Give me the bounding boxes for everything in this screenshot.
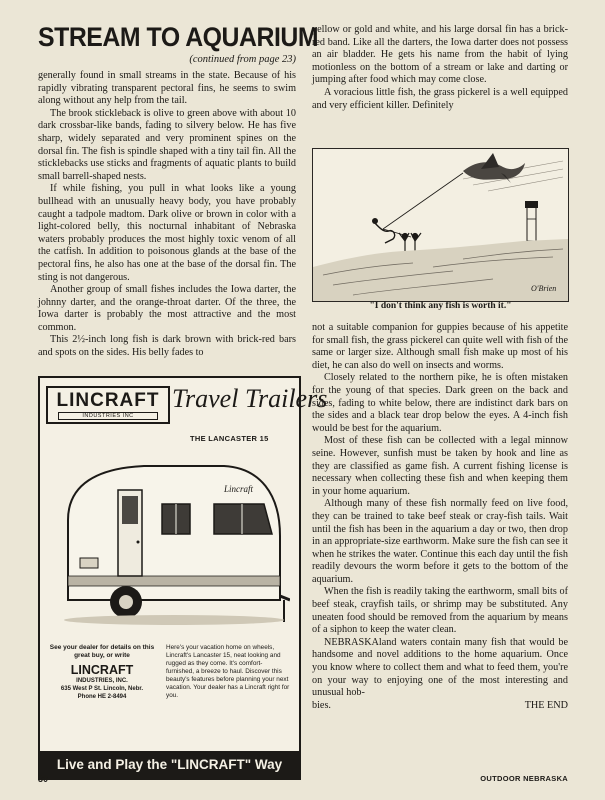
lincraft-logo	[46, 386, 170, 424]
continued-note: (continued from page 23)	[189, 54, 296, 65]
right-column-bottom	[312, 322, 568, 712]
cartoon-signature: O'Brien	[531, 284, 557, 293]
dealer-company: INDUSTRIES, INC.	[76, 678, 128, 684]
left-column	[38, 70, 296, 360]
paragraph: Although many of these fish normally feed on live food, they can be trained to take beef steak or cray-fish tails. Wait until the fish has been in the aquarium a day or two, then drop in an appropriate-size earthworm. Make sure the fish can see it when he strikes the water. Continue this each day until the fish readily devours the worm before it gets to the bottom of the aquarium.	[312, 498, 569, 585]
closing-word: bies.	[312, 699, 331, 711]
dealer-info	[48, 644, 156, 701]
magazine-name: OUTDOOR NEBRASKA	[480, 774, 568, 783]
paragraph: This 2½-inch long fish is dark brown with brick-red bars and spots on the sides. His belly fades to	[38, 334, 296, 359]
paragraph: When the fish is readily taking the earthworm, small bits of beef steak, crayfish tails, or shrimp may be substituted. Any uneaten food should be removed from the aquarium by means of a siphon to keep the water clean.	[312, 586, 568, 636]
paragraph: not a suitable companion for guppies because of his appetite for small fish, the grass pickerel can quite well with fish of the same or larger size. Although small fish make up most of his diet, he can also do well on insects and worms.	[312, 322, 568, 371]
article-title: STREAM TO AQUARIUM	[38, 22, 319, 52]
paragraph: If while fishing, you pull in what looks like a young bullhead with an unusually heavy body, you have probably caught a tadpole madtom. Dark olive or brown in color with a light-colored belly, this nocturnal inhabitant of Nebraska waters probably produces the most highly toxic venom of all the catfish. In addition to poisonous glands at the base of the pectoral fins, he also has one at the base of the dorsal fin. The sting is not dangerous.	[38, 183, 296, 283]
paragraph: Most of these fish can be collected with a legal minnow seine. However, sunfish must be taken by hook and line as they are classified as game fish. A current fishing license is necessary when collecting these fish and when keeping them in your home aquarium.	[312, 435, 568, 497]
dealer-phone: Phone HE 2-8494	[77, 694, 127, 700]
logo-subtext: INDUSTRIES INC	[58, 412, 158, 420]
logo-text: LINCRAFT	[56, 390, 160, 411]
trailer-badge: Lincraft	[224, 484, 254, 494]
paragraph: Another group of small fishes includes the Iowa darter, the johnny darter, and the orange-throat darter. Of the three, the Iowa darter is probably the most attractive and the most common.	[38, 284, 296, 333]
trailer-model: THE LANCASTER 15	[190, 434, 269, 443]
closing-line	[312, 700, 568, 713]
paragraph: NEBRASKAland waters contain many fish that would be handsome and novel additions to the home aquarium. Once you know where to collect them and what to feed them, you're on your way to enjoying one of the most interesting and unusual hob-	[312, 636, 568, 699]
ad-blurb: Here's your vacation home on wheels, Lincraft's Lancaster 15, neat looking and rugged as they come. It's comfort-furnished, a breeze to haul. Discover this beauty's features before planning your next vacation. Your dealer has a Lincraft right for you.	[166, 644, 290, 699]
right-column-top	[312, 24, 568, 112]
paragraph: yellow or gold and white, and his large dorsal fin has a brick-red band. Like all the darters, the Iowa darter does not possess an air bladder. He gets his name from the habit of lying motionless on the bottom of a stream or lake and darting or jumping after food which may come close.	[312, 24, 568, 86]
paragraph: generally found in small streams in the state. Because of his rapidly vibrating transparent pectoral fins, he seems to swim along without any help from the tail.	[38, 70, 296, 107]
paragraph: Closely related to the northern pike, he is often mistaken for the young of that species. Dark green on the back and sides, fading to white below, there are indistinct dark bars on the sides and a black tear drop below the eyes. A 4-inch fish would be best for the aquarium.	[312, 372, 568, 434]
page-number: 30	[38, 774, 49, 784]
dealer-address: 635 West P St. Lincoln, Nebr.	[60, 686, 144, 692]
ad-banner: Live and Play the "LINCRAFT" Way	[40, 751, 299, 778]
dealer-prompt: See your dealer for details on this great buy, or write	[49, 644, 155, 659]
the-end-mark: THE END	[524, 699, 568, 711]
ad-script-title: Travel Trailers	[172, 384, 328, 413]
cartoon-caption: "I don't think any fish is worth it."	[369, 301, 512, 311]
dealer-brand: LINCRAFT	[70, 663, 134, 677]
trailer-illustration	[54, 450, 290, 630]
cartoon-illustration	[312, 148, 569, 302]
paragraph: A voracious little fish, the grass pickerel is a well equipped and very efficient killer. Definitely	[312, 86, 568, 111]
cartoon-drawing	[313, 149, 568, 301]
paragraph: The brook stickleback is olive to green above with about 10 dark crossbar-like bands, fading to silvery below. He has five sharp, widely separated and very prominent spines on the dorsal fin. The fish is spindle shaped with a tiny tail fin. All the sticklebacks use sticks and fragments of aquatic plants to build small barrell-shaped nests.	[38, 107, 296, 182]
